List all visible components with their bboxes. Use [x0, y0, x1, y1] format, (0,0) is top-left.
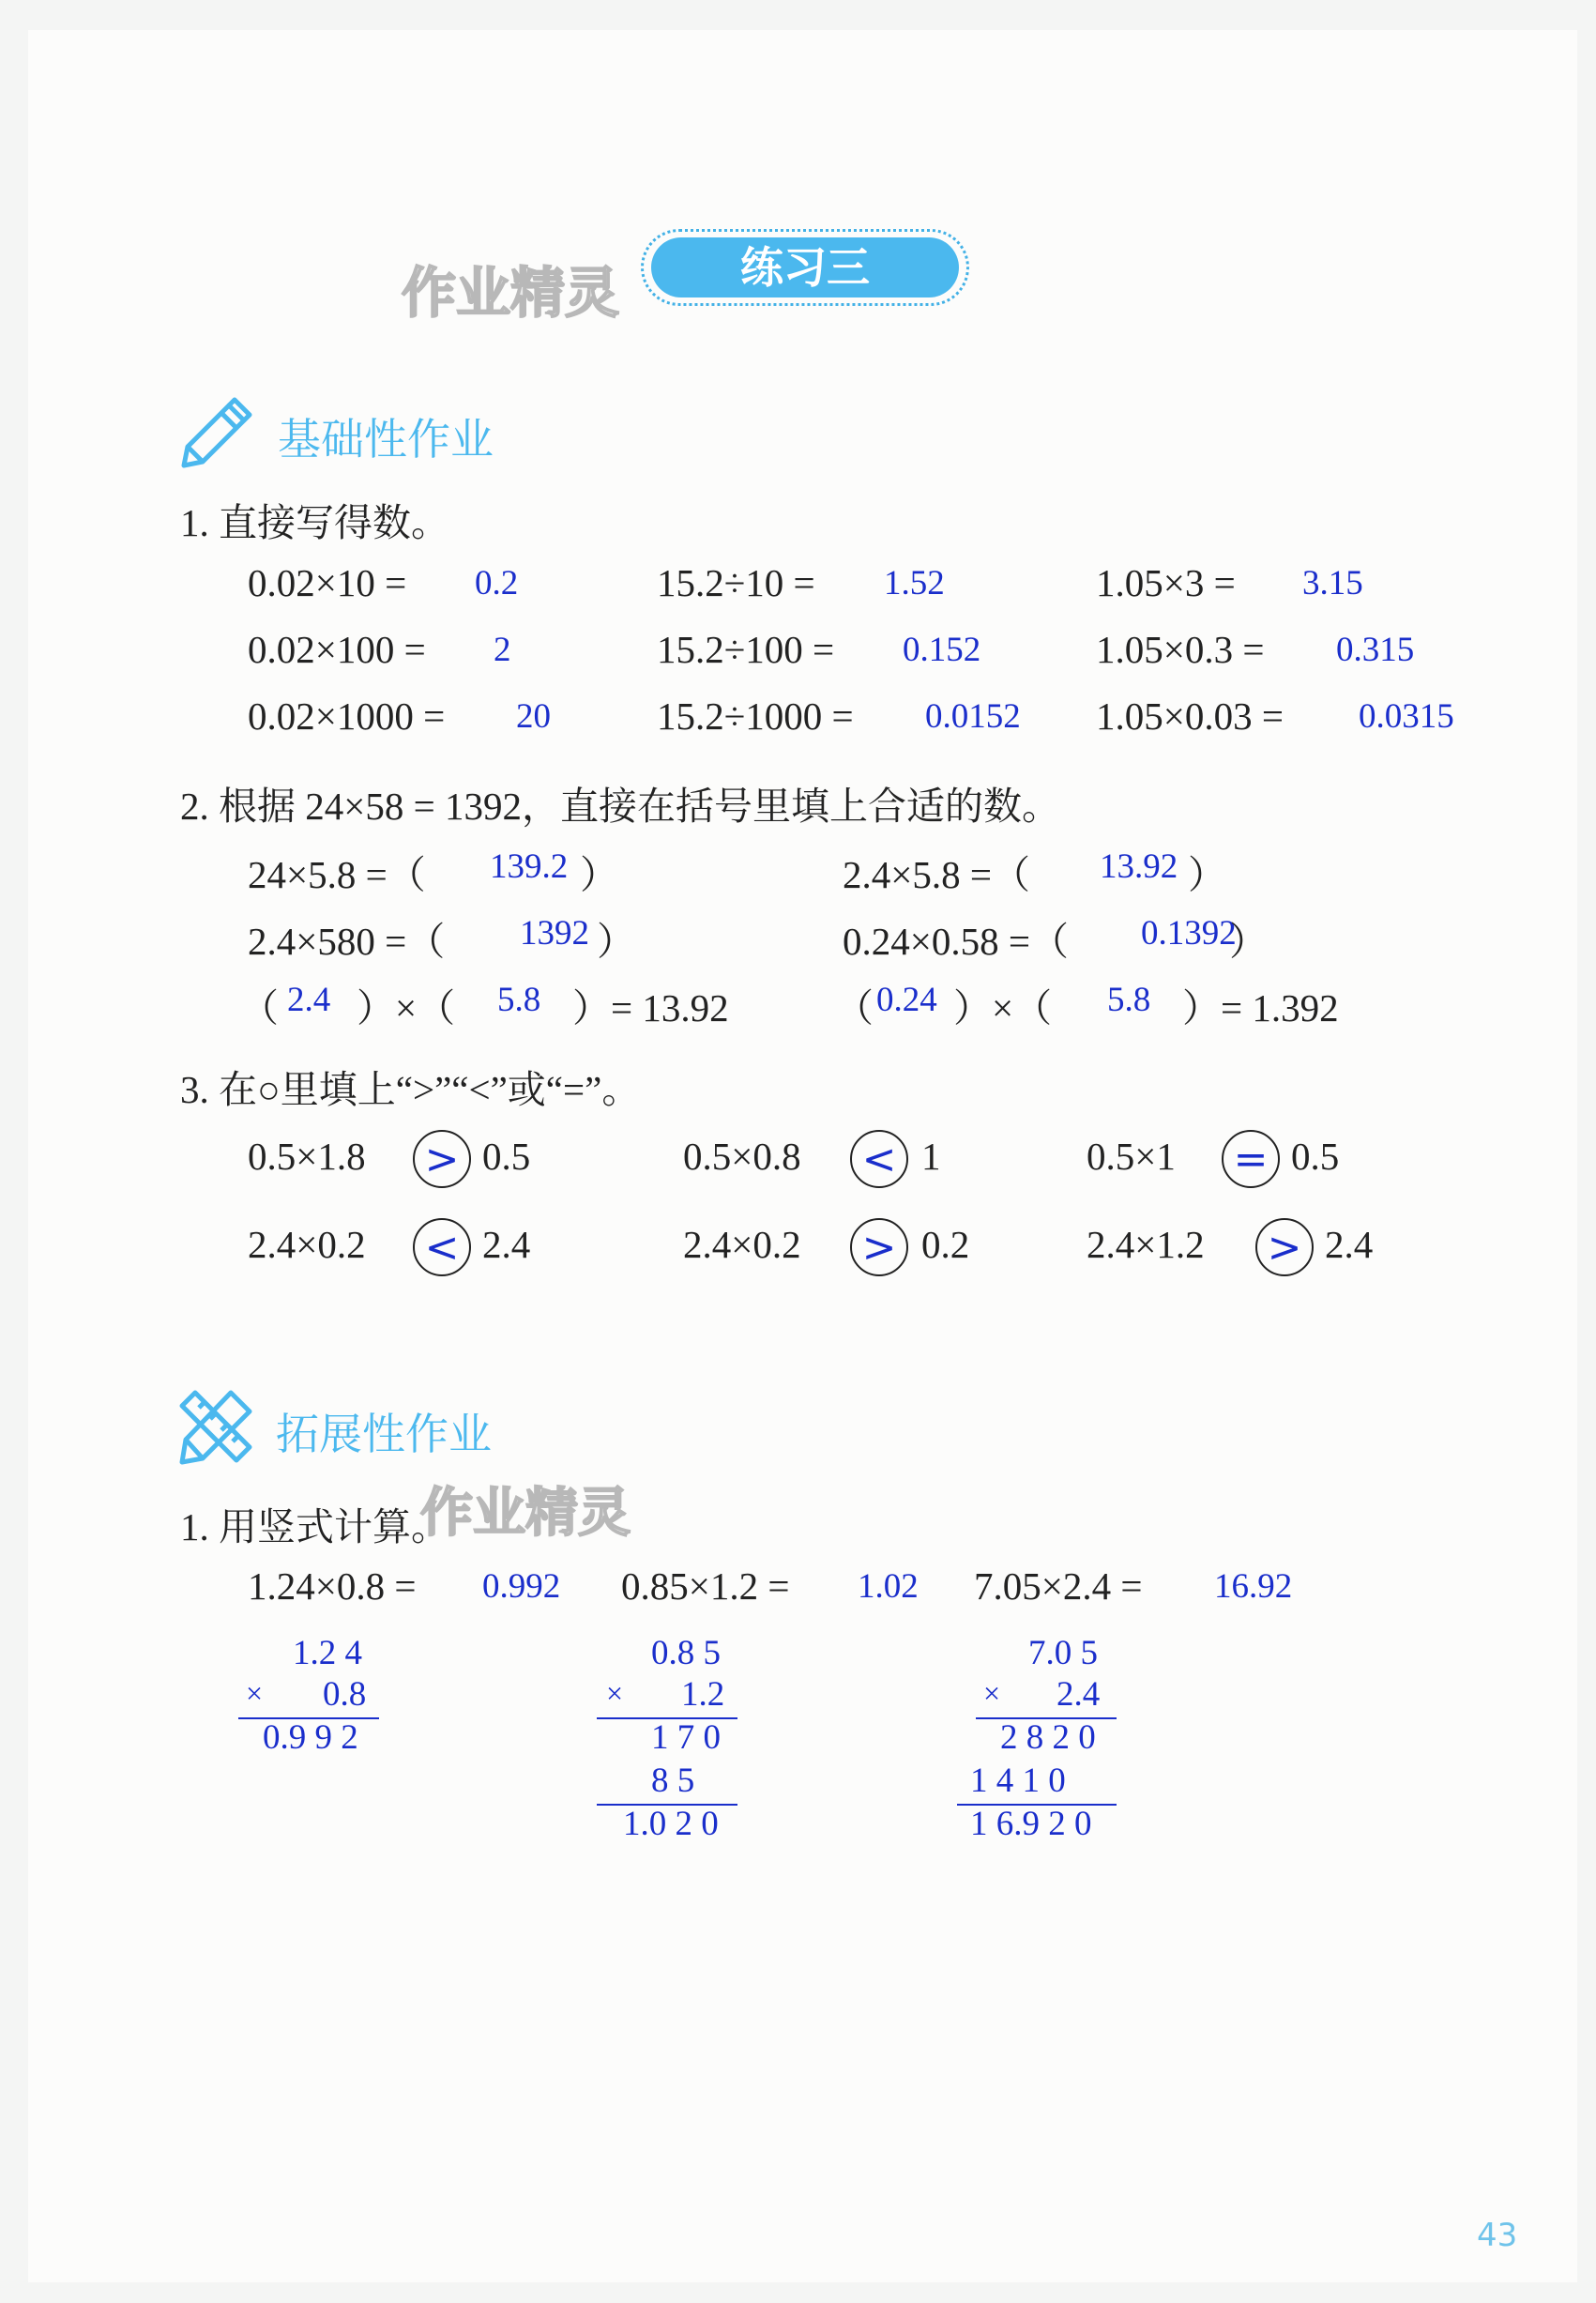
q1-r1-c1-expr: 0.02×10 = — [248, 561, 407, 604]
q2-r1b-expr: 2.4×5.8 =（ — [843, 853, 1030, 896]
q1-r3-c1-answer: 20 — [516, 697, 551, 736]
q2-r2a-answer: 1392 — [520, 914, 589, 953]
q2-r3b-end: ）= 1.392 — [1182, 986, 1339, 1029]
q2-r1b-close: ） — [1188, 853, 1226, 896]
q1-r3-c3-expr: 1.05×0.03 = — [1096, 694, 1284, 738]
calc2-multiplicand: 0.8 5 — [651, 1634, 721, 1672]
calc2-partial-1: 1 7 0 — [651, 1718, 721, 1757]
calc3-product: 1 6.9 2 0 — [970, 1805, 1092, 1843]
q2-r3a-open: （ — [240, 986, 279, 1029]
title-badge-text: 练习三 — [651, 237, 959, 297]
q3-item-1-compare-circle: > — [413, 1130, 471, 1188]
title-badge — [641, 229, 969, 306]
q3-item-6-right: 2.4 — [1325, 1223, 1374, 1266]
pencil-icon — [175, 389, 257, 471]
q1-r3-c1-expr: 0.02×1000 = — [248, 694, 446, 738]
s2-item-1-expr: 1.24×0.8 = — [248, 1564, 417, 1608]
q3-item-5-right: 0.2 — [921, 1223, 970, 1266]
q1-r3-c2-expr: 15.2÷1000 = — [657, 694, 854, 738]
q2-r2a-expr: 2.4×580 =（ — [248, 920, 446, 963]
question-3-label: 3. 在○里填上“>”“<”或“=”。 — [180, 1068, 641, 1111]
section-title-extended: 拓展性作业 — [276, 1409, 492, 1459]
watermark-2: 作业精灵 — [420, 1483, 631, 1544]
calc2-multiplier: 1.2 — [681, 1675, 725, 1714]
q2-r3b-answer-1: 0.24 — [876, 981, 937, 1019]
s2-item-2-answer: 1.02 — [858, 1567, 919, 1606]
q3-item-1-left: 0.5×1.8 — [248, 1135, 366, 1178]
q1-r2-c2-expr: 15.2÷100 = — [657, 628, 835, 671]
calc1-times-sign: × — [246, 1676, 264, 1710]
section2-question-1-label: 1. 用竖式计算。 — [180, 1505, 449, 1548]
q1-r2-c3-expr: 1.05×0.3 = — [1096, 628, 1265, 671]
q2-r3a-answer-1: 2.4 — [287, 981, 331, 1019]
calc3-partial-1: 2 8 2 0 — [1000, 1718, 1096, 1757]
q2-r1a-expr: 24×5.8 =（ — [248, 853, 426, 896]
calc3-partial-2: 1 4 1 0 — [970, 1762, 1066, 1800]
watermark: 作业精灵 — [402, 261, 620, 325]
q2-r3a-answer-2: 5.8 — [497, 981, 541, 1019]
q2-r2b-close: ） — [1229, 920, 1268, 963]
q3-item-3-right: 0.5 — [1291, 1135, 1340, 1178]
q3-item-6-left: 2.4×1.2 — [1087, 1223, 1205, 1266]
q2-r2b-answer: 0.1392 — [1141, 914, 1237, 953]
ruler-pencil-icon — [173, 1383, 259, 1470]
q2-r2b-expr: 0.24×0.58 =（ — [843, 920, 1069, 963]
s2-item-3-answer: 16.92 — [1214, 1567, 1293, 1606]
q3-item-2-left: 0.5×0.8 — [683, 1135, 801, 1178]
calc3-multiplier: 2.4 — [1056, 1675, 1101, 1714]
q1-r1-c2-expr: 15.2÷10 = — [657, 561, 815, 604]
calc2-partial-2: 8 5 — [651, 1762, 695, 1800]
q1-r2-c2-answer: 0.152 — [903, 631, 981, 669]
q1-r1-c3-expr: 1.05×3 = — [1096, 561, 1236, 604]
q1-r2-c1-expr: 0.02×100 = — [248, 628, 426, 671]
calc2-product: 1.0 2 0 — [623, 1805, 719, 1843]
q2-r3b-mid: ）×（ — [953, 986, 1053, 1029]
calc3-times-sign: × — [983, 1676, 1001, 1710]
question-1-label: 1. 直接写得数。 — [180, 501, 449, 544]
q3-item-6-compare-circle: > — [1255, 1218, 1314, 1276]
q3-item-4-left: 2.4×0.2 — [248, 1223, 366, 1266]
q2-r3a-mid: ）×（ — [357, 986, 456, 1029]
q2-r1a-answer: 139.2 — [490, 847, 569, 886]
q3-item-3-compare-circle: = — [1222, 1130, 1280, 1188]
q1-r2-c3-answer: 0.315 — [1336, 631, 1415, 669]
q2-r1a-close: ） — [580, 853, 618, 896]
q1-r2-c1-answer: 2 — [494, 631, 511, 669]
calc2-times-sign: × — [606, 1676, 624, 1710]
q1-r3-c3-answer: 0.0315 — [1359, 697, 1454, 736]
q3-item-4-compare-circle: < — [413, 1218, 471, 1276]
s2-item-1-answer: 0.992 — [482, 1567, 561, 1606]
s2-item-3-expr: 7.05×2.4 = — [974, 1564, 1143, 1608]
q3-item-2-right: 1 — [921, 1135, 941, 1178]
q1-r1-c1-answer: 0.2 — [475, 564, 519, 602]
calc3-multiplicand: 7.0 5 — [1028, 1634, 1098, 1672]
q2-r3a-end: ）= 13.92 — [572, 986, 729, 1029]
calc1-multiplier: 0.8 — [323, 1675, 367, 1714]
question-2-label: 2. 根据 24×58 = 1392，直接在括号里填上合适的数。 — [180, 785, 1060, 828]
q3-item-5-left: 2.4×0.2 — [683, 1223, 801, 1266]
q3-item-4-right: 2.4 — [482, 1223, 531, 1266]
q3-item-2-compare-circle: < — [850, 1130, 908, 1188]
q3-item-5-compare-circle: > — [850, 1218, 908, 1276]
q2-r3b-open: （ — [835, 986, 874, 1029]
calc1-multiplicand: 1.2 4 — [293, 1634, 362, 1672]
q3-item-1-right: 0.5 — [482, 1135, 531, 1178]
s2-item-2-expr: 0.85×1.2 = — [621, 1564, 790, 1608]
q1-r1-c3-answer: 3.15 — [1302, 564, 1363, 602]
section-title-basic: 基础性作业 — [278, 414, 494, 465]
q2-r2a-close: ） — [597, 920, 635, 963]
q2-r3b-answer-2: 5.8 — [1107, 981, 1151, 1019]
q1-r3-c2-answer: 0.0152 — [925, 697, 1021, 736]
q3-item-3-left: 0.5×1 — [1087, 1135, 1176, 1178]
calc1-product: 0.9 9 2 — [263, 1718, 358, 1757]
q2-r1b-answer: 13.92 — [1100, 847, 1178, 886]
q1-r1-c2-answer: 1.52 — [884, 564, 945, 602]
page-number: 43 — [1477, 2217, 1518, 2254]
